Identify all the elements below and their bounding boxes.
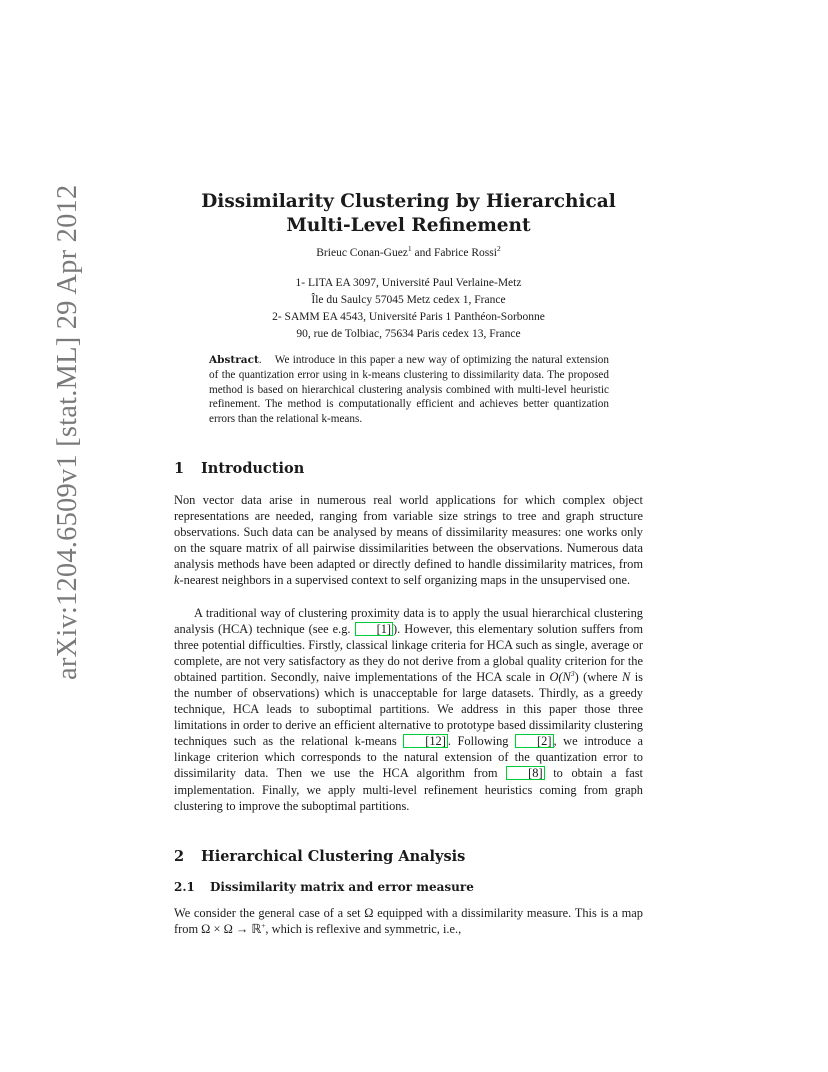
arxiv-side-stamp: arXiv:1204.6509v1 [stat.ML] 29 Apr 2012 (52, 184, 83, 680)
section-1-title: Introduction (201, 460, 305, 477)
section-2-number: 2 (174, 848, 185, 865)
citation-link-2[interactable]: [2] (515, 734, 553, 748)
affiliation-1-line-1: 1- LITA EA 3097, Université Paul Verlaine-Metz (295, 277, 522, 289)
math-n: N (622, 670, 631, 685)
intro-p1-text-a: Non vector data arise in numerous real world applications for which complex object representations are needed, ranging from variable size strings to tree and graph structure observations. Such data can be analysed by means of dissimilarity measures: one works only on the square matrix of all pairwise dissimilarities between the observations. Numerous data analysis methods have been adapted or directly defined to handle dissimilarity matrices, from (174, 493, 643, 572)
affiliations (174, 275, 643, 343)
intro-p2-text-d: is the number of observations) which is unacceptable for large datasets. Thirdly, as a greedy technique, HCA leads to suboptimal partitions. We address in this paper those three limitations in order to derive an efficient alternative to prototype based dissimilarity clustering techniques such as the relational k-means (174, 670, 644, 749)
intro-paragraph-2 (174, 605, 643, 814)
affiliation-1-line-2: Île du Saulcy 57045 Metz cedex 1, France (311, 294, 506, 306)
intro-p1-text-b: -nearest neighbors in a supervised context to self organizing maps in the unsupervised one. (179, 573, 631, 588)
subsection-2-1-heading (174, 880, 474, 894)
affiliation-2-line-1: 2- SAMM EA 4543, Université Paris 1 Panthéon-Sorbonne (272, 311, 545, 323)
section-1-number: 1 (174, 460, 185, 477)
citation-link-8[interactable]: [8] (506, 766, 544, 780)
author-1: Brieuc Conan-Guez (316, 247, 408, 259)
abstract: Abstract. We introduce in this paper a new way of optimizing the natural extension of the quantization error using in k-means clustering to dissimilarity data. The proposed method is based on hierarchical clustering analysis combined with multi-level heuristic refinement. The method is computationally efficient and achieves better quantization errors than the relational k-means. (209, 354, 609, 426)
section-2-heading (174, 848, 465, 865)
subsection-2-1-number: 2.1 (174, 880, 195, 894)
intro-p2-text-a: A traditional way of clustering proximity data is to apply the usual hierarchical clustering analysis (HCA) technique (see e.g. (174, 606, 643, 637)
s2-p1-text-a: We consider the general case of a set Ω equipped with a dissimilarity measure. This is a map from Ω × Ω → ℝ (174, 906, 643, 937)
citation-link-1[interactable]: [1] (355, 622, 393, 636)
title-line-1: Dissimilarity Clustering by Hierarchical (201, 191, 616, 212)
intro-p2-text-f: , we introduce a linkage criterion which corresponds to the natural extension of the quantization error to dissimilarity data. Then we use the HCA algorithm from (174, 734, 643, 781)
s2-p1-text-b: , which is reflexive and symmetric, i.e., (265, 922, 462, 937)
author-list (174, 244, 643, 259)
intro-p2-text-c: (where (578, 670, 623, 685)
s2-p1-sup: + (261, 921, 266, 931)
section-2-title: Hierarchical Clustering Analysis (201, 848, 466, 865)
abstract-text: We introduce in this paper a new way of optimizing the natural extension of the quantization error using in k-means clustering to dissimilarity data. The proposed method is based on hierarchical clustering analysis combined with multi-level heuristic refinement. The method is computationally efficient and achieves better quantization errors than the relational k-means. (209, 354, 609, 426)
complexity-exponent: 3 (570, 669, 575, 679)
affiliation-2-line-2: 90, rue de Tolbiac, 75634 Paris cedex 13, France (296, 328, 521, 340)
intro-p2-text-e: . Following (447, 734, 516, 749)
intro-paragraph-1 (174, 492, 643, 588)
complexity-math: O(N (549, 670, 571, 685)
section-2-paragraph-1 (174, 905, 643, 937)
author-1-mark: 1 (407, 244, 412, 253)
author-2-mark: 2 (496, 244, 501, 253)
intro-p2-text-g: to obtain a fast implementation. Finally, we apply multi-level refinement heuristics coming from graph clustering to improve the suboptimal partitions. (174, 766, 643, 813)
citation-link-12[interactable]: [12] (403, 734, 448, 748)
paper-title (174, 190, 643, 238)
author-2: Fabrice Rossi (434, 247, 497, 259)
intro-p1-math-k: k (174, 573, 180, 588)
intro-p2-text-b: ). However, this elementary solution suffers from three potential difficulties. Firstly, classical linkage criteria for HCA such as single, average or complete, are not very satisfactory as they do not derive from a global quality criterion for the obtained partition. Secondly, naive implementations of the HCA scale in (174, 622, 643, 685)
title-line-2: Multi-Level Refinement (286, 215, 531, 236)
abstract-label: Abstract (209, 354, 259, 366)
complexity-close: ) (574, 670, 579, 685)
author-separator: and (411, 247, 435, 259)
section-1-heading (174, 460, 304, 477)
subsection-2-1-title: Dissimilarity matrix and error measure (210, 880, 474, 894)
